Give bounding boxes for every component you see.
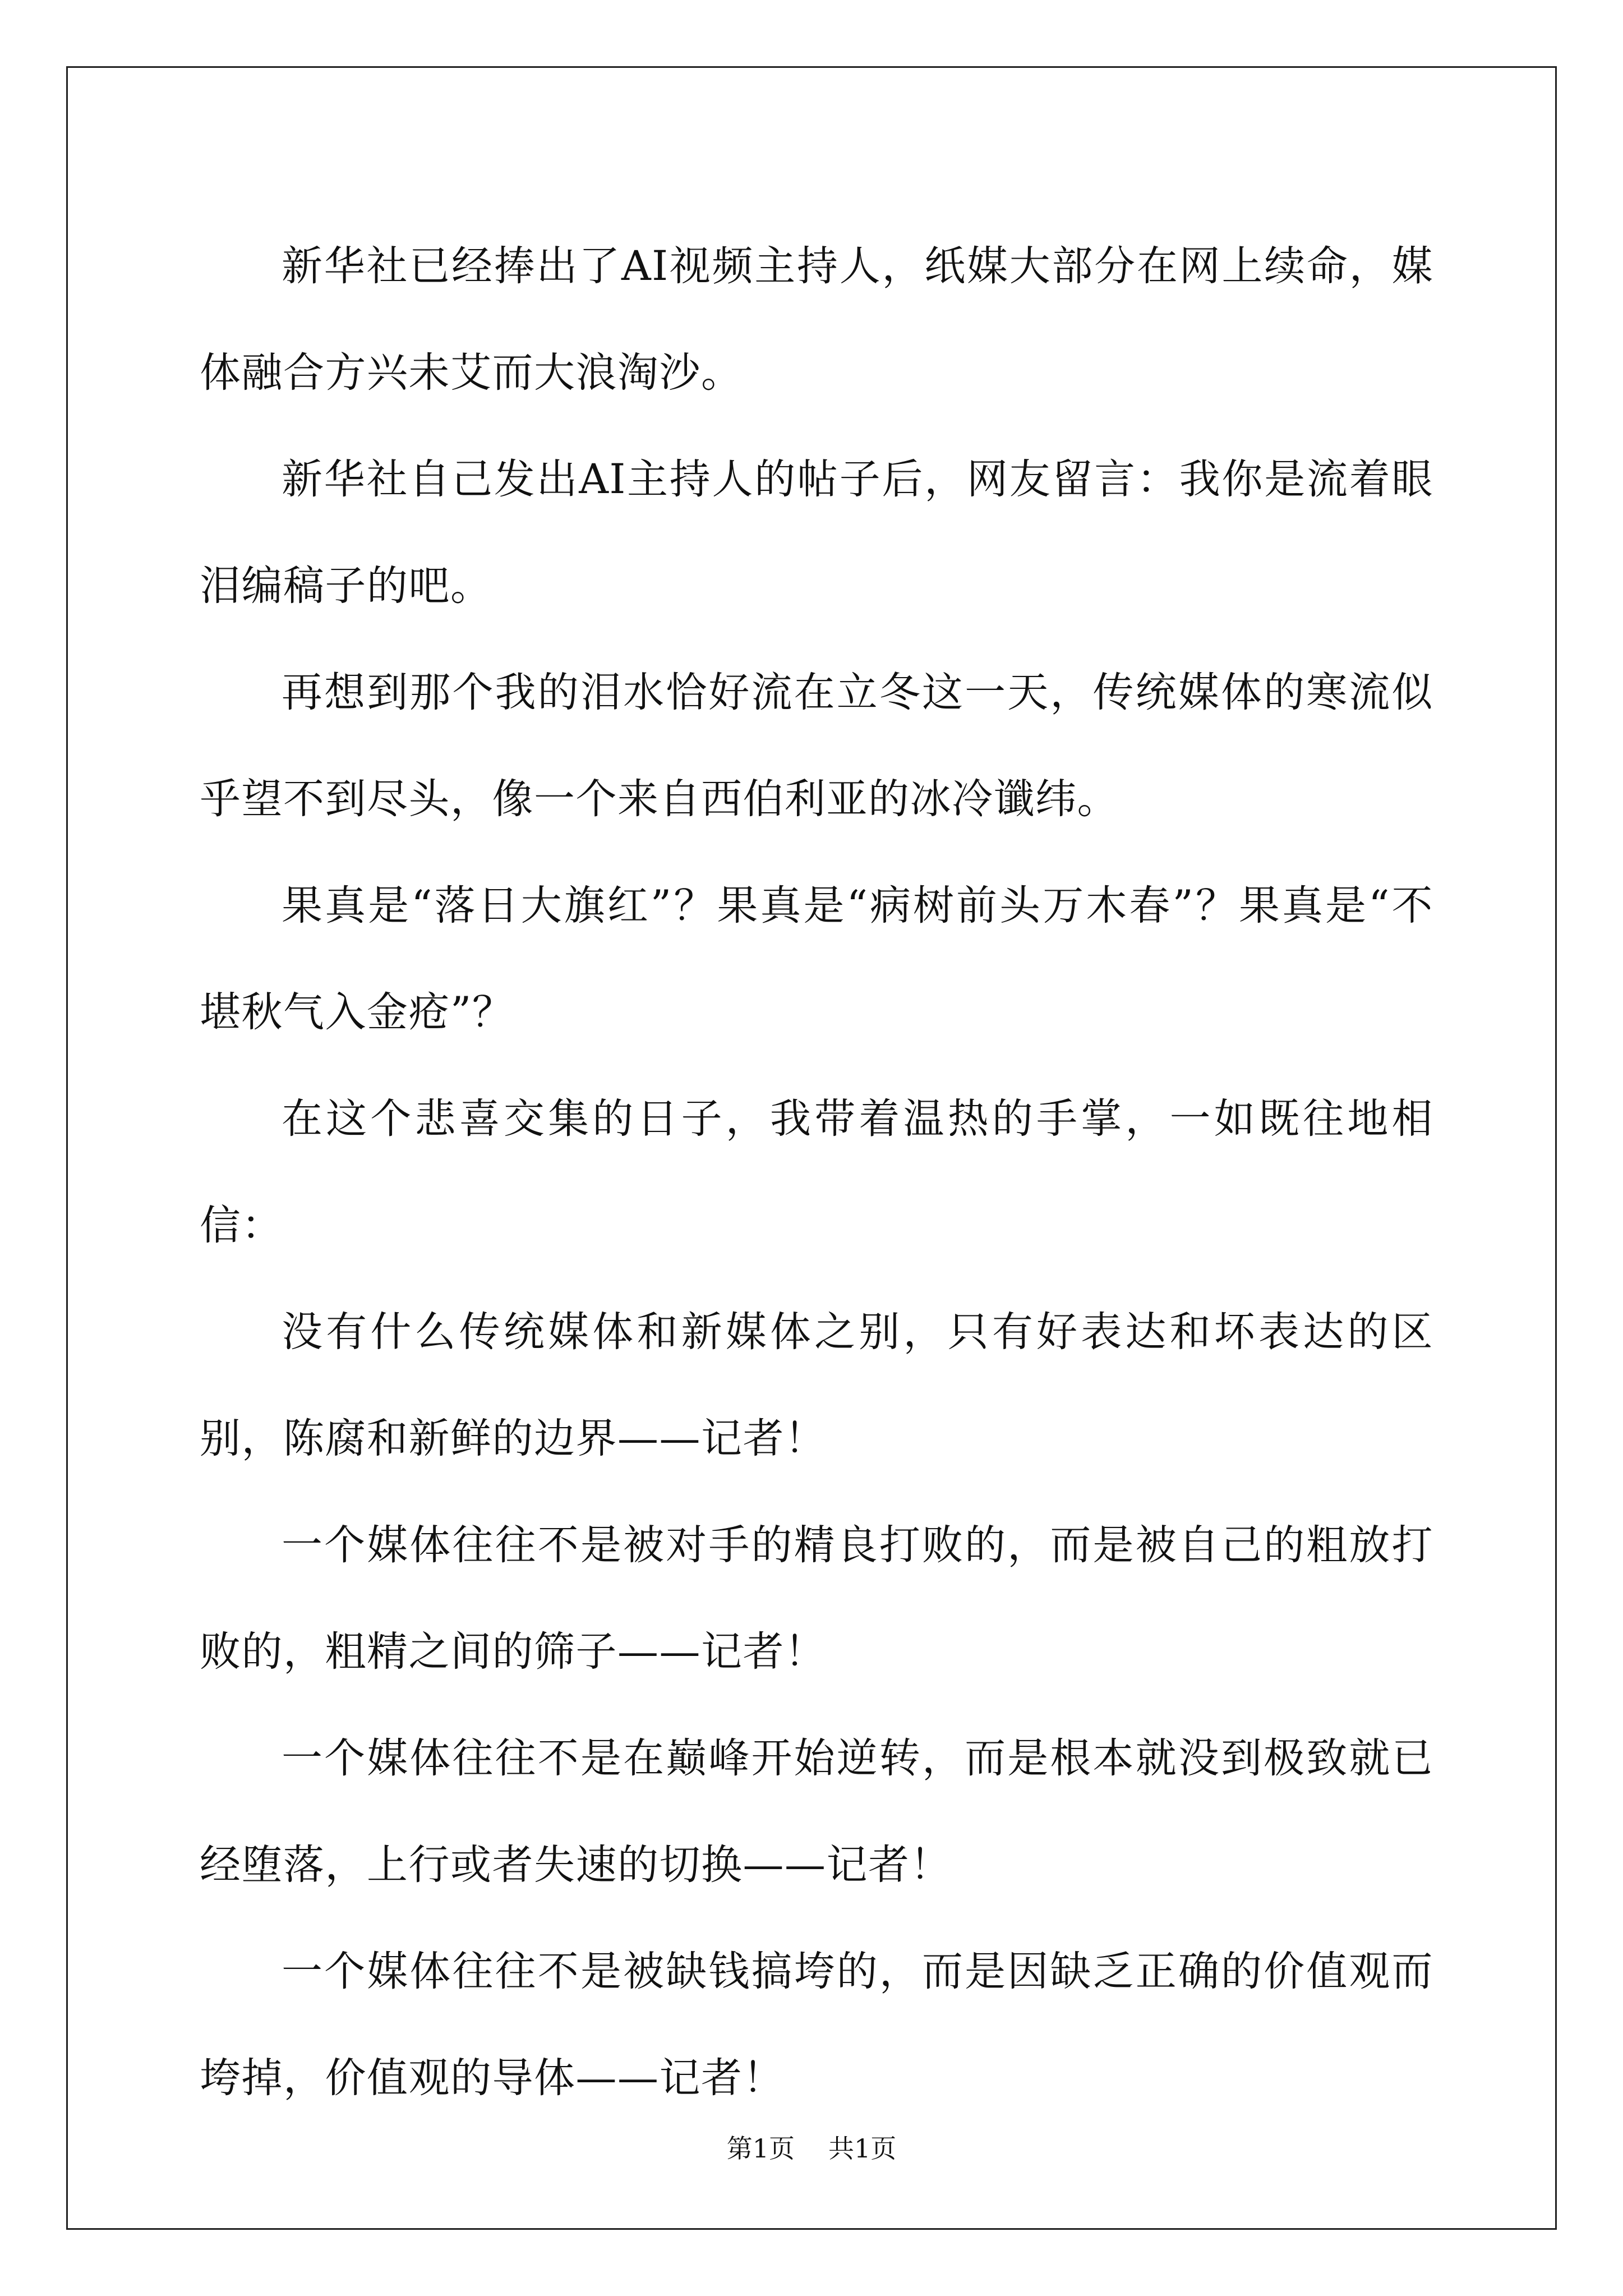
paragraph-5: 在这个悲喜交集的日子，我带着温热的手掌，一如既往地相信： xyxy=(200,1095,1433,1249)
page-number-current: 第1页 xyxy=(726,2133,795,2164)
paragraph-3: 再想到那个我的泪水恰好流在立冬这一天，传统媒体的寒流似乎望不到尽头，像一个来自西伯利亚的冰冷谶纬。 xyxy=(200,669,1433,823)
paragraph-1: 新华社已经捧出了AI视频主持人，纸媒大部分在网上续命，媒体融合方兴未艾而大浪淘沙。 xyxy=(200,242,1433,397)
page-number-total: 共1页 xyxy=(828,2133,897,2164)
paragraph-2: 新华社自己发出AI主持人的帖子后，网友留言：我你是流着眼泪编稿子的吧。 xyxy=(200,455,1433,610)
paragraph-7: 一个媒体往往不是被对手的精良打败的，而是被自己的粗放打败的，粗精之间的筛子——记者！ xyxy=(200,1521,1433,1676)
document-body xyxy=(200,213,1433,2132)
paragraph-8: 一个媒体往往不是在巅峰开始逆转，而是根本就没到极致就已经堕落，上行或者失速的切换——记者！ xyxy=(200,1734,1433,1889)
paragraph-4: 果真是“落日大旗红”？果真是“病树前头万木春”？果真是“不堪秋气入金疮”？ xyxy=(200,882,1433,1036)
paragraph-9: 一个媒体往往不是被缺钱搞垮的，而是因缺乏正确的价值观而垮掉，价值观的导体——记者！ xyxy=(200,1948,1433,2102)
paragraph-6: 没有什么传统媒体和新媒体之别，只有好表达和坏表达的区别，陈腐和新鲜的边界——记者！ xyxy=(200,1308,1433,1462)
page-footer xyxy=(0,2132,1623,2165)
